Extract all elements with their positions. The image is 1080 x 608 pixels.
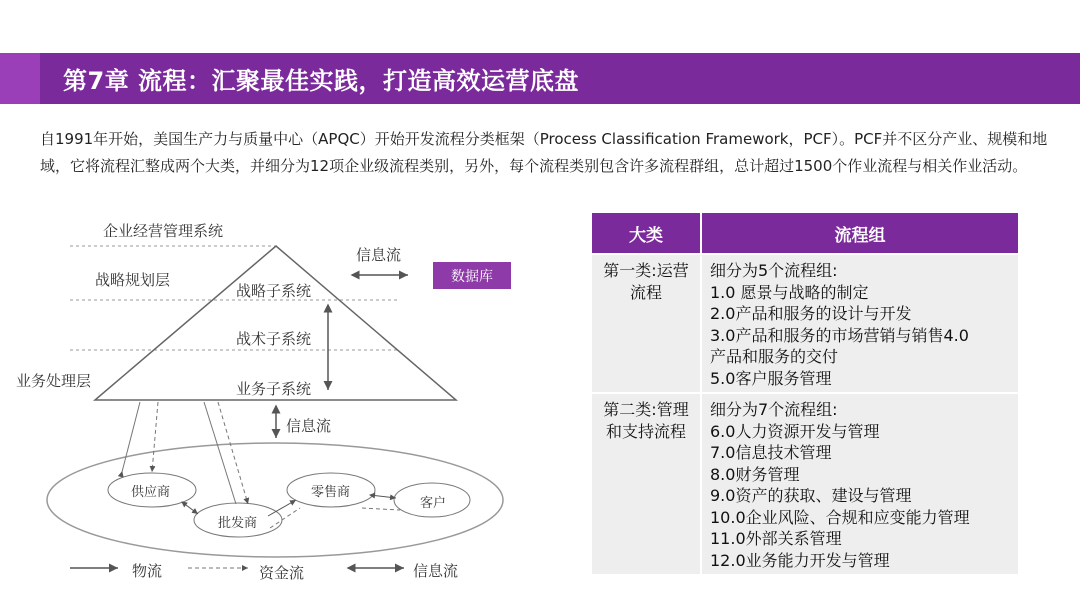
table-row [592,393,1018,574]
group-line: 10.0企业风险、合规和应变能力管理 [710,507,970,527]
group-line: 产品和服务的交付 [710,347,839,366]
info-flow-top-label: 信息流 [356,246,402,264]
strategy-sub-label: 战略子系统 [236,282,312,300]
group-line: 1.0 愿景与战略的制定 [710,282,869,302]
supplier-wholesaler-arrow [182,502,198,514]
database-box: 数据库 [433,262,511,289]
title-accent [0,53,40,104]
info-flow-mid-label: 信息流 [286,417,332,435]
group-line: 细分为5个流程组: [710,261,838,280]
system-label: 企业经营管理系统 [103,222,224,240]
table-header-groups: 流程组 [701,213,1018,254]
group-line: 7.0信息技术管理 [710,443,832,462]
group-line: 6.0人力资源开发与管理 [710,421,880,441]
tactic-sub-label: 战术子系统 [236,330,312,348]
wholesaler-down-arrow [218,402,248,504]
legend-info-label: 信息流 [413,562,459,580]
group-line: 2.0产品和服务的设计与开发 [710,304,912,323]
table-row [592,254,1018,393]
page-title: 第7章 流程：汇聚最佳实践，打造高效运营底盘 [63,67,580,95]
group-line: 8.0财务管理 [710,464,800,484]
group-line: 12.0业务能力开发与管理 [710,550,890,570]
supplier-up-arrow [122,402,140,472]
legend-capital-label: 资金流 [259,564,305,582]
customer-label: 客户 [420,496,447,511]
group-line: 细分为7个流程组: [710,400,838,419]
groups-cell [701,393,1018,574]
wholesaler-label: 批发商 [218,516,258,531]
table-header-row [592,213,1018,254]
retailer-label: 零售商 [311,485,351,500]
wholesaler-retailer-arrow [268,500,296,516]
category-cell: 第二类:管理和支持流程 [592,393,701,574]
strategy-layer-label: 战略规划层 [95,271,171,289]
supplier-down-arrow [152,402,158,472]
group-line: 9.0资产的获取、建设与管理 [710,486,912,505]
intro-paragraph: 自1991年开始，美国生产力与质量中心（APQC）开始开发流程分类框架（Process Classification Framework，PCF）。PCF并不区分产业、规模和地域，它将流程汇整成两个大类，并细分为12项企业级流程类别，另外，每个流程类别包含许多流程群组，总计超过1500个作业流程与相关作业活动。 [40,130,1048,175]
supplier-label: 供应商 [131,485,171,500]
customer-retailer-dashed [362,508,400,510]
category-cell: 第一类:运营流程 [592,254,701,393]
business-layer-label: 业务处理层 [16,372,92,390]
group-line: 11.0外部关系管理 [710,529,842,548]
groups-cell [701,254,1018,393]
group-line: 5.0客户服务管理 [710,368,832,388]
title-bar [0,53,1080,104]
business-sub-label: 业务子系统 [236,380,312,398]
table-header-category: 大类 [592,213,701,254]
retailer-customer-arrow [370,495,396,498]
enterprise-system-diagram [0,210,560,600]
pcf-category-table [592,213,1018,574]
wholesaler-up-line [204,402,236,504]
group-line: 3.0产品和服务的市场营销与销售4.0 [710,325,969,345]
legend-logistics-label: 物流 [132,562,163,580]
